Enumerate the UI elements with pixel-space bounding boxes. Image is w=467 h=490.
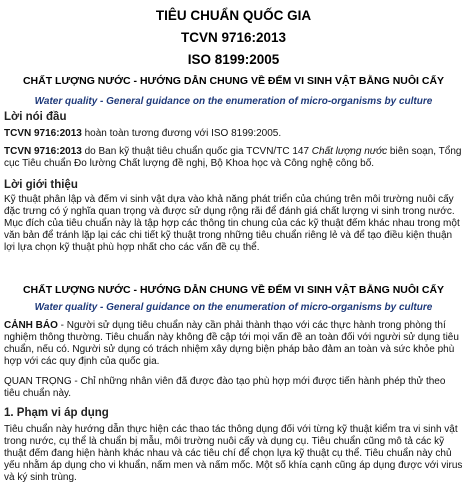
important-paragraph	[4, 376, 464, 400]
foreword-text-1: hoàn toàn tương đương với ISO 8199:2005.	[81, 128, 282, 139]
foreword-text-2a: do Ban kỹ thuật tiêu chuẩn quốc gia TCVN/TC 147	[81, 146, 312, 157]
foreword-text-2b: biên soạn, Tổng cục Tiêu chuẩn Đo lường Chất lượng đề nghị, Bộ Khoa học và Công nghệ công bố.	[4, 146, 462, 169]
foreword-italic: Chất lượng nước	[311, 146, 388, 157]
standard-code: TCVN 9716:2013	[180, 30, 287, 45]
en-title: Water quality - General guidance on the enumeration of micro-organisms by culture	[34, 96, 433, 107]
scope-heading: 1. Phạm vi áp dụng	[4, 407, 109, 419]
warning-text: - Người sử dụng tiêu chuẩn này cần phải thành thạo với các thực hành trong phòng thí nghiệm thông thường. Tiêu chuẩn này không đề cập tới mọi vấn đề an toàn đối với người sử dụng tiêu chuẩn, nếu có. Người sử dụng có trách nhiệm xây dựng biện pháp bảo đảm an toàn và sức khỏe phù hợp với các quy định của quốc gia.	[4, 320, 459, 367]
repeat-vn-title: CHẤT LƯỢNG NƯỚC - HƯỚNG DẪN CHUNG VỀ ĐẾM VI SINH VẬT BẰNG NUÔI CẤY	[22, 284, 445, 296]
scope-paragraph: Tiêu chuẩn này hướng dẫn thực hiện các thao tác thông dụng đối với từng kỹ thuật kiểm tra vi sinh vật trong nước, cụ thể là chuẩn bị mẫu, môi trường nuôi cấy và dụng cụ. Tiêu chuẩn cũng mô tả các kỹ thuật đếm đang hiện hành khác nhau và các tiêu chí để chọn lựa kỹ thuật cụ thể. Tiêu chuẩn này chủ yếu nhằm áp dụng cho vi khuẩn, nấm men và nấm mốc. Một số khía cạnh cũng áp dụng được với virus và ký sinh trùng.	[4, 424, 463, 483]
iso-code: ISO 8199:2005	[187, 52, 280, 67]
foreword-paragraph-1	[4, 128, 464, 140]
repeat-en-title: Water quality - General guidance on the enumeration of micro-organisms by culture	[34, 302, 433, 313]
standard-title: TIÊU CHUẨN QUỐC GIA	[155, 8, 312, 23]
important-label: QUAN TRỌNG	[4, 376, 72, 387]
intro-paragraph: Kỹ thuật phân lập và đếm vi sinh vật dựa vào khả năng phát triển của chúng trên môi trường nuôi cấy đặc trưng có ý nghĩa quan trọng và được sử dụng rộng rãi để đánh giá chất lượng vi sinh trong nước. Mục đích của tiêu chuẩn này là tập hợp các thông tin chung của các kỹ thuật đếm khác nhau trong một văn bản để tránh lặp lại các chi tiết kỹ thuật trong những tiêu chuẩn riêng lẻ và để tạo điều kiện thuận lợi lựa chọn kỹ thuật phù hợp nhất cho các vấn đề cụ thể.	[4, 194, 460, 253]
important-text: - Chỉ những nhân viên đã được đào tạo phù hợp mới được tiến hành phép thử theo tiêu chuẩn này.	[4, 376, 446, 399]
intro-heading: Lời giới thiệu	[4, 179, 78, 191]
foreword-code-2: TCVN 9716:2013	[4, 146, 82, 157]
warning-label: CẢNH BÁO	[4, 320, 58, 331]
vn-title: CHẤT LƯỢNG NƯỚC - HƯỚNG DẪN CHUNG VỀ ĐẾM VI SINH VẬT BẰNG NUÔI CẤY	[22, 75, 445, 87]
foreword-code: TCVN 9716:2013	[4, 128, 82, 139]
foreword-heading: Lời nói đầu	[4, 111, 67, 123]
warning-paragraph	[4, 320, 464, 368]
foreword-paragraph-2	[4, 146, 464, 170]
